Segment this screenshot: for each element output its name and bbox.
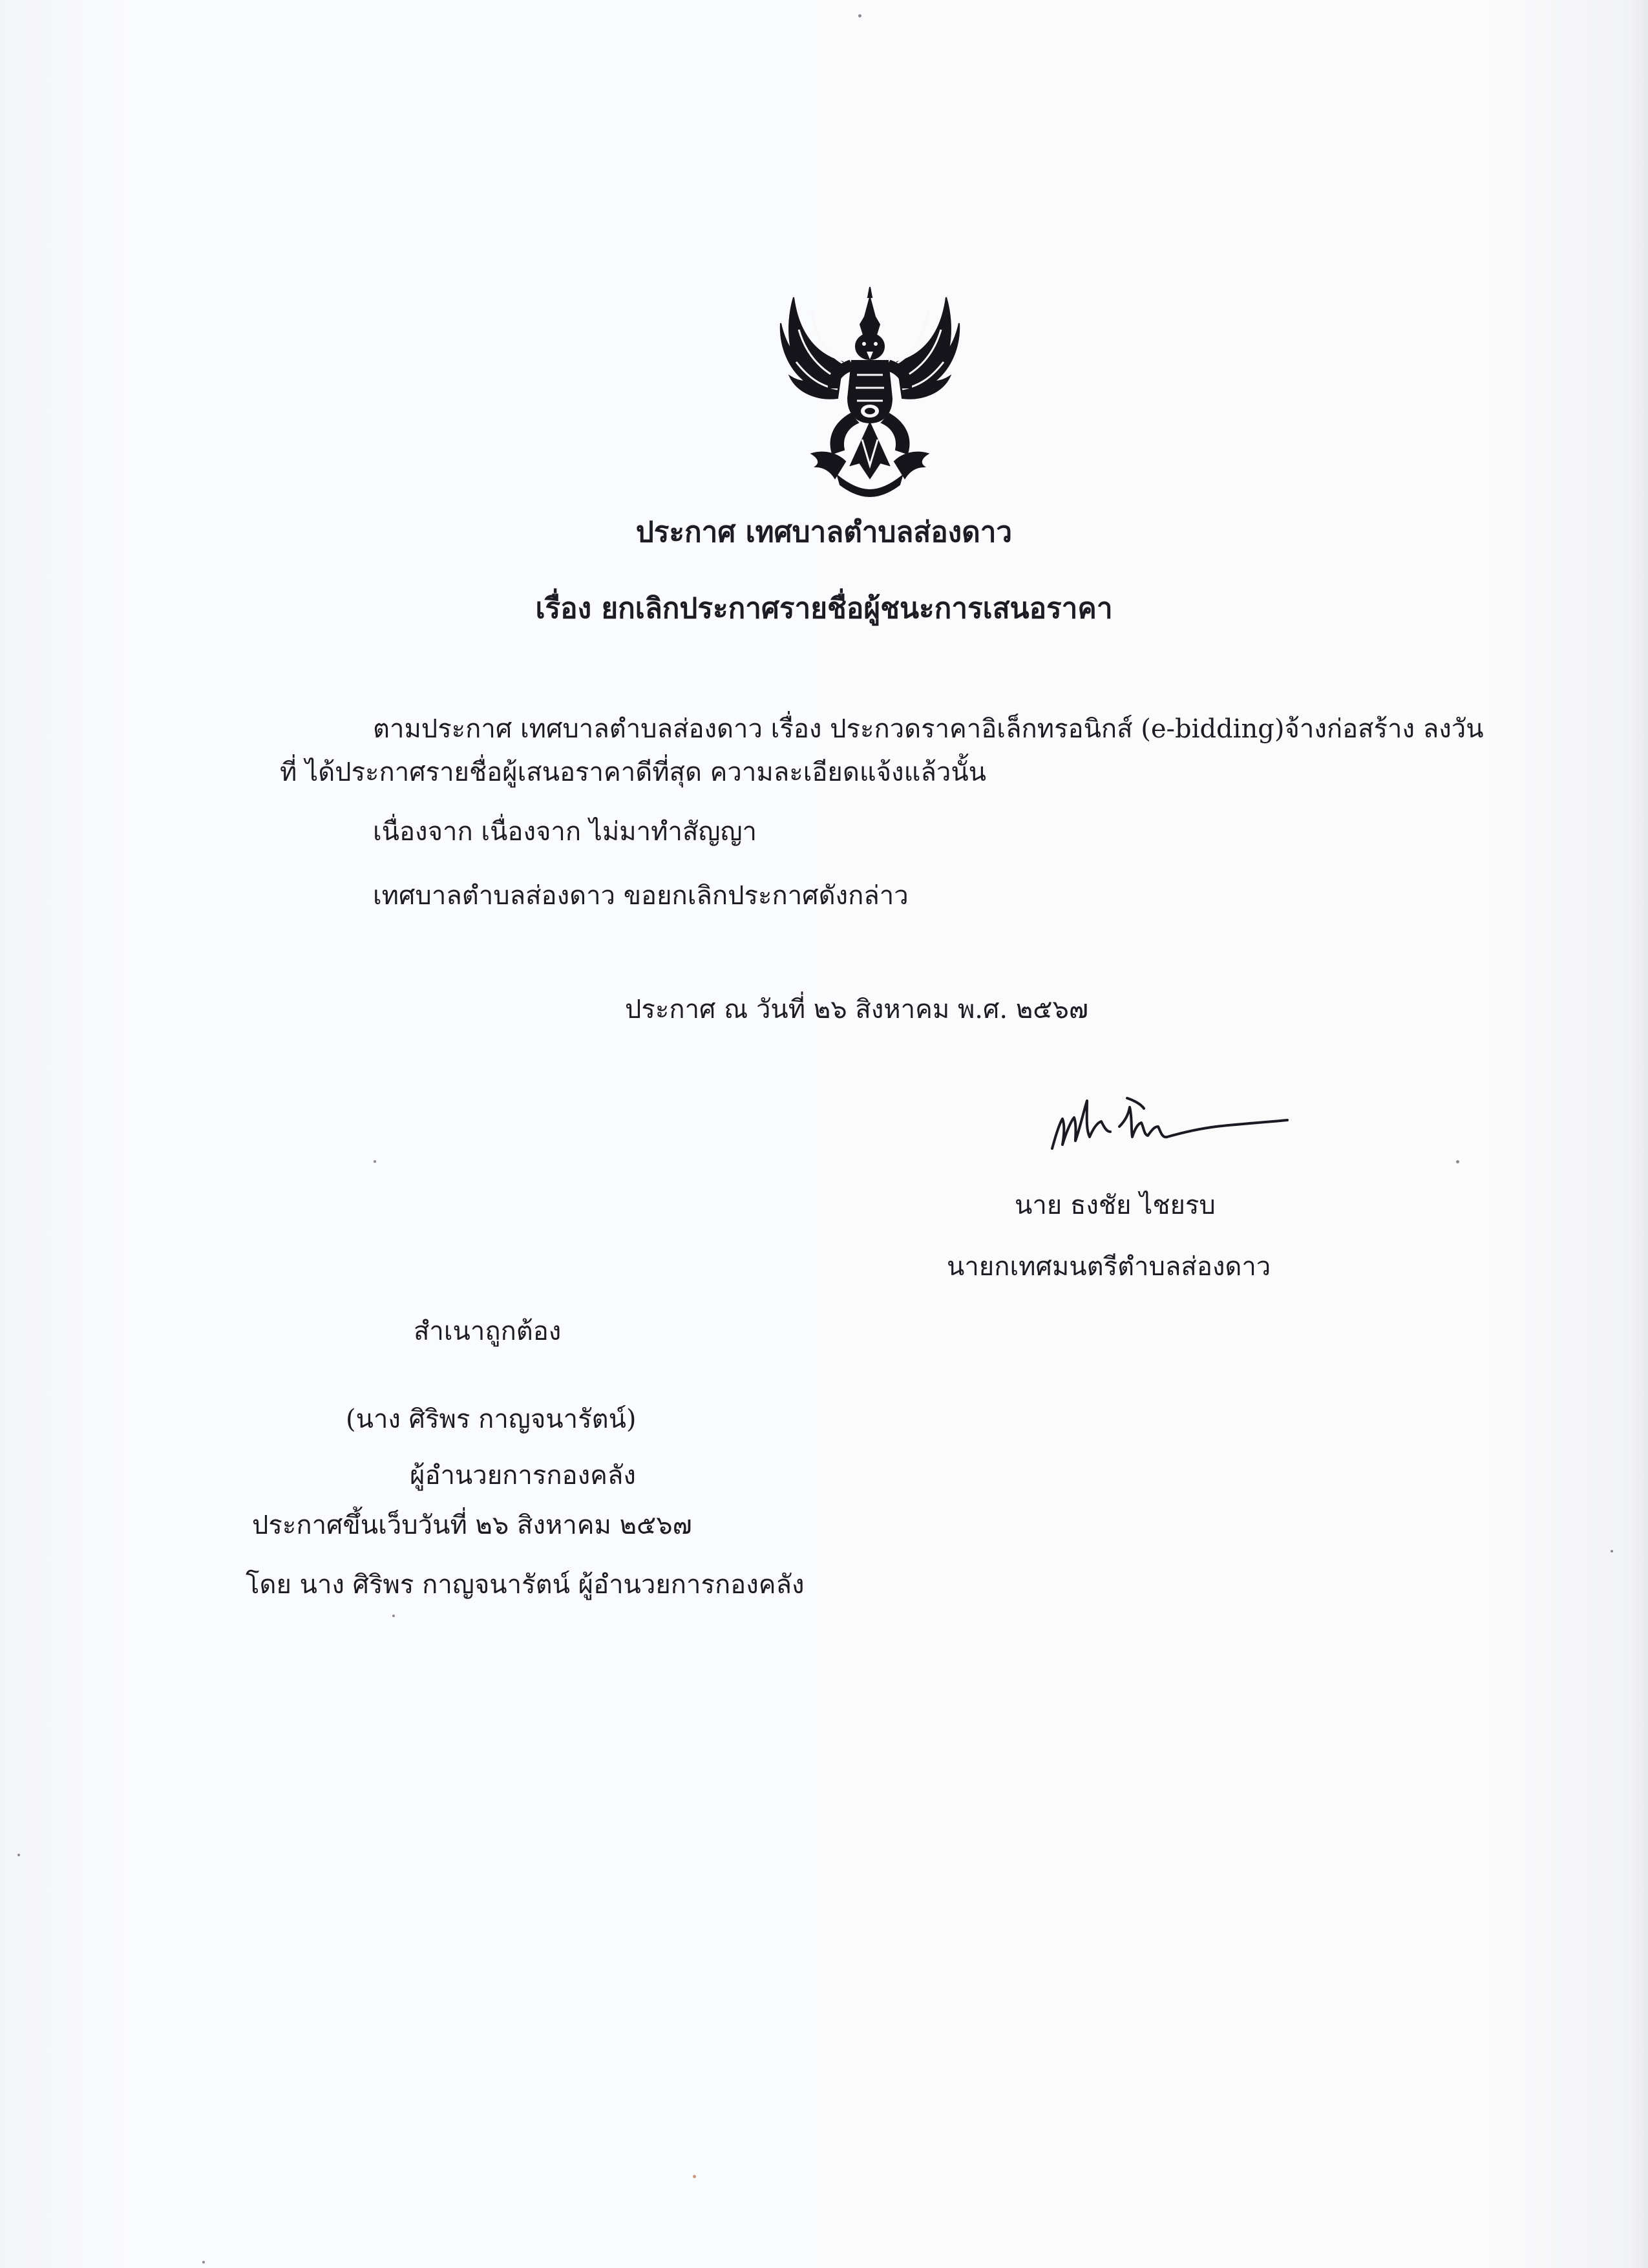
paper-edge-shadow — [1629, 0, 1648, 2268]
scan-speck — [693, 2175, 696, 2178]
scan-speck — [1611, 1550, 1613, 1553]
web-posting-date: ประกาศขึ้นเว็บวันที่ ๒๖ สิงหาคม ๒๕๖๗ — [252, 1510, 692, 1540]
web-posted-by: โดย นาง ศิริพร กาญจนารัตน์ ผู้อำนวยการกองคลัง — [246, 1570, 805, 1600]
scan-speck — [392, 1615, 395, 1617]
scan-speck — [17, 1854, 20, 1856]
signatory-name: นาย ธงชัย ไชยรบ — [1015, 1191, 1216, 1220]
cancellation-statement: เทศบาลตำบลส่องดาว ขอยกเลิกประกาศดังกล่าว — [373, 881, 909, 911]
announcement-issuer: ประกาศ เทศบาลตำบลส่องดาว — [635, 516, 1013, 549]
certifier-name: (นาง ศิริพร กาญจนารัตน์) — [346, 1404, 637, 1434]
certified-copy-label: สำเนาถูกต้อง — [414, 1317, 562, 1346]
body-paragraph-line-2: ที่ ได้ประกาศรายชื่อผู้เสนอราคาดีที่สุด ความละเอียดแจ้งแล้วนั้น — [280, 758, 987, 787]
certifier-position: ผู้อำนวยการกองคลัง — [410, 1461, 636, 1490]
garuda-emblem-icon — [773, 284, 967, 498]
signature-mark — [1047, 1089, 1293, 1160]
scan-speck — [1456, 1160, 1459, 1163]
scan-speck — [858, 14, 861, 17]
cancellation-reason: เนื่องจาก เนื่องจาก ไม่มาทำสัญญา — [373, 817, 757, 847]
announcement-subject: เรื่อง ยกเลิกประกาศรายชื่อผู้ชนะการเสนอราคา — [535, 592, 1113, 625]
body-paragraph-line-1: ตามประกาศ เทศบาลตำบลส่องดาว เรื่อง ประกวดราคาอิเล็กทรอนิกส์ (e-bidding)จ้างก่อสร้าง ลงวัน — [373, 714, 1484, 744]
scan-speck — [202, 2261, 205, 2263]
scan-speck — [374, 1160, 376, 1163]
signatory-position: นายกเทศมนตรีตำบลส่องดาว — [947, 1252, 1271, 1282]
announcement-date: ประกาศ ณ วันที่ ๒๖ สิงหาคม พ.ศ. ๒๕๖๗ — [625, 995, 1088, 1024]
